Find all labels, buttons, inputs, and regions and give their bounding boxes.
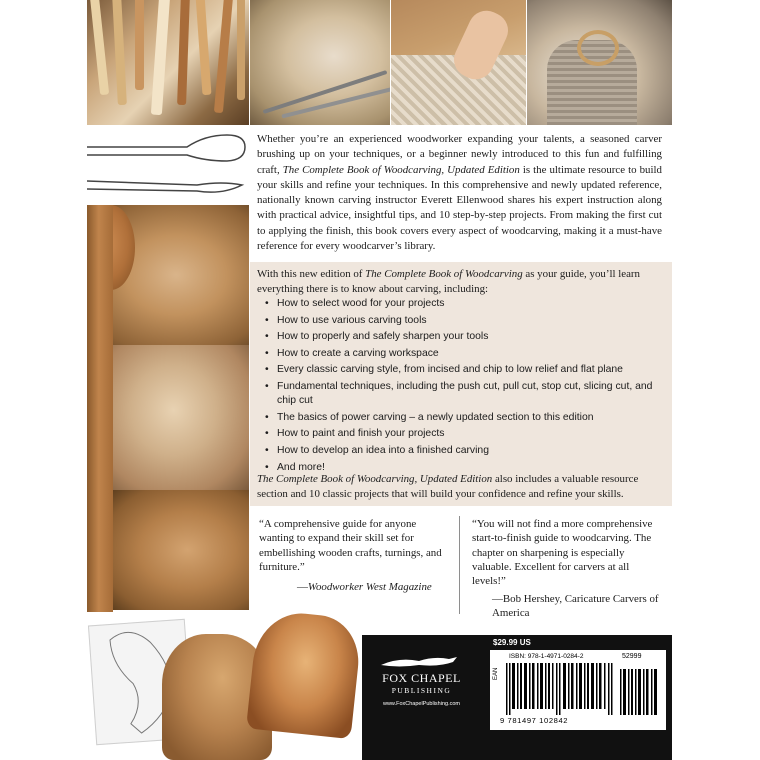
features-lead: With this new edition of The Complete Book of Woodcarving as your guide, you’ll learn everything there is to know about carving, including:	[257, 268, 641, 296]
review-attribution: —Woodworker West Magazine	[297, 581, 432, 593]
spoon-sketch	[87, 125, 252, 205]
carving-glove-photo	[527, 0, 672, 125]
book-back-cover	[87, 0, 672, 760]
features-list	[265, 297, 665, 477]
publisher-name: FOX CHAPEL	[382, 671, 461, 685]
relief-carving-photo	[112, 490, 249, 610]
horse-carvings-photo	[87, 612, 362, 760]
list-item: • How to properly and safely sharpen your tools	[265, 331, 489, 343]
review-quote: “You will not find a more comprehensive start-to-finish guide to woodcarving. The chapter on sharpening is especially valuable. Excellent for carvers at all levels!”	[472, 518, 653, 588]
isbn-label: ISBN: 978-1-4971-0284-2	[509, 653, 584, 660]
list-item: • How to use various carving tools	[265, 314, 427, 326]
publisher-url: www.FoxChapelPublishing.com	[382, 701, 461, 707]
wooden-spoon-handle	[87, 205, 113, 665]
list-item: • How to paint and finish your projects	[265, 428, 445, 440]
review-quote: “A comprehensive guide for anyone wanting to expand their skill set for embellishing wooden crafts, turnings, and furniture.”	[259, 518, 442, 573]
list-item: • Every classic carving style, from incised and chip to low relief and flat plane	[265, 364, 623, 376]
sharpening-stone-photo	[391, 0, 526, 125]
fox-icon	[379, 655, 459, 669]
publisher-logo	[369, 655, 474, 715]
carving-tools-photo	[87, 0, 249, 125]
list-item: • Fundamental techniques, including the push cut, pull cut, stop cut, slicing cut, and chip cut	[265, 380, 653, 407]
list-item: • How to develop an idea into a finished carving	[265, 444, 489, 456]
supplement-digits: 52999	[622, 653, 642, 660]
barcode-bars	[506, 663, 614, 715]
sharpening-photo	[250, 0, 390, 125]
closing-paragraph: The Complete Book of Woodcarving, Updated Edition also includes a valuable resource section and 10 classic projects that will build your confidence and refine your skills.	[257, 473, 639, 501]
publisher-sub: PUBLISHING	[391, 686, 452, 695]
barcode-digits: 9 781497 102842	[500, 716, 569, 725]
price-label: $29.99 US	[493, 638, 531, 647]
list-item: • How to create a carving workspace	[265, 347, 439, 359]
list-item: • And more!	[265, 461, 325, 473]
review-attribution: —Bob Hershey, Caricature Carvers of America	[492, 593, 659, 620]
intro-paragraph: Whether you’re an experienced woodworker expanding your talents, a seasoned carver brushing up on your techniques, or a beginner newly introduced to this fun and fulfilling craft, The Complete Book of Woodcarving, Updated Edition is the ultimate resource to build your skills and refine your techniques. In this comprehensive and newly updated reference, nationally known carving instructor Everett Ellenwood shares his expert instruction along with practical advice, insightful tips, and 10 step-by-step projects. From making the first cut to applying the finish, this book covers every aspect of woodcarving, making it a must-have reference for every woodcarver’s library.	[257, 133, 662, 253]
list-item: • How to select wood for your projects	[265, 298, 445, 309]
bowl-carving-photo	[112, 345, 249, 490]
supplement-bars	[620, 663, 660, 715]
barcode	[490, 650, 666, 730]
ean-label: EAN	[493, 667, 499, 680]
quote-divider	[459, 516, 460, 614]
list-item: • The basics of power carving – a newly updated section to this edition	[265, 411, 594, 423]
painted-horse-head	[246, 609, 363, 739]
